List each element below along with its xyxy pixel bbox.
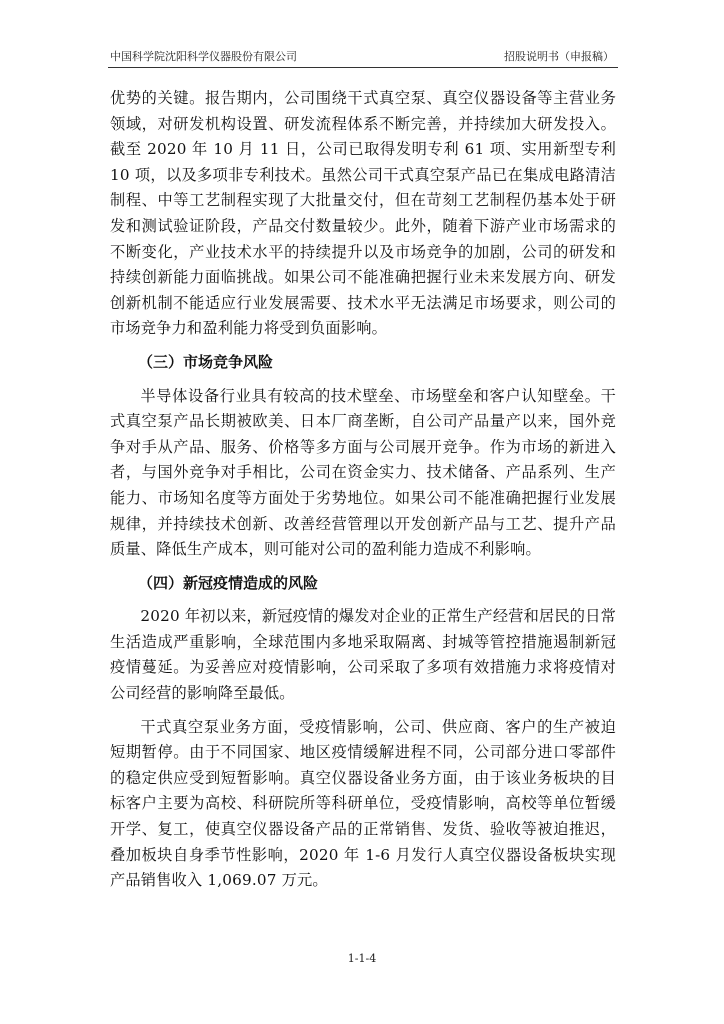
spacer	[110, 596, 616, 604]
header-document-title: 招股说明书（申报稿）	[504, 50, 614, 63]
paragraph-market-competition: 半导体设备行业具有较高的技术壁垒、市场壁垒和客户认知壁垒。干式真空泵产品长期被欧美、日本厂商垄断，自公司产品量产以来，国外竞争对手从产品、服务、价格等多方面与公司展开竞争。作为市场的新进入者，与国外竞争对手相比，公司在资金实力、技术储备、产品系列、生产能力、市场知名度等方面处于劣势地位。如果公司不能准确把握行业发展规律，并持续技术创新、改善经营管理以开发创新产品与工艺、提升产品质量、降低生产成本，则可能对公司的盈利能力造成不利影响。	[110, 386, 616, 559]
page-header	[108, 48, 618, 66]
paragraph-rd-risk: 优势的关键。报告期内，公司围绕干式真空泵、真空仪器设备等主营业务领域，对研发机构设置、研发流程体系不断完善，并持续加大研发投入。截至 2020 年 10 月 11 日，公司已取得发明专利 61 项、实用新型专利 10 项，以及多项非专利技术。虽然公司干式真空泵产品已在集成电路清洁制程、中等工艺制程实现了大批量交付，但在苛刻工艺制程仍基本处于研发和测试验证阶段，产品交付数量较少。此外，随着下游产业市场需求的不断变化，产业技术水平的持续提升以及市场竞争的加剧，公司的研发和持续创新能力面临挑战。如果公司不能准确把握行业未来发展方向、研发创新机制不能适应行业发展需要、技术水平无法满足市场要求，则公司的市场竞争力和盈利能力将受到负面影响。	[110, 89, 616, 338]
spacer	[110, 376, 616, 384]
document-body	[110, 86, 616, 894]
spacer	[110, 563, 616, 571]
header-divider	[108, 67, 618, 68]
page-number: 1-1-4	[347, 952, 377, 965]
header-company-name: 中国科学院沈阳科学仪器股份有限公司	[110, 50, 297, 63]
paragraph-covid-business-impact: 干式真空泵业务方面，受疫情影响，公司、供应商、客户的生产被迫短期暂停。由于不同国家、地区疫情缓解进程不同，公司部分进口零部件的稳定供应受到短暂影响。真空仪器设备业务方面，由于该业务板块的目标客户主要为高校、科研院所等科研单位，受疫情影响，高校等单位暂缓开学、复工，使真空仪器设备产品的正常销售、发货、验收等被迫推迟，叠加板块自身季节性影响，2020 年 1-6 月发行人真空仪器设备板块实现产品销售收入 1,069.07 万元。	[110, 717, 616, 890]
section-heading-covid-risk: （四）新冠疫情造成的风险	[138, 573, 319, 592]
spacer	[110, 342, 616, 350]
section-heading-market-competition: （三）市场竞争风险	[138, 352, 274, 371]
paragraph-covid-overview: 2020 年初以来，新冠疫情的爆发对企业的正常生产经营和居民的日常生活造成严重影响，全球范围内多地采取隔离、封城等管控措施遏制新冠疫情蔓延。为妥善应对疫情影响，公司采取了多项有效措施力求将疫情对公司经营的影响降至最低。	[110, 607, 616, 703]
spacer	[110, 707, 616, 715]
